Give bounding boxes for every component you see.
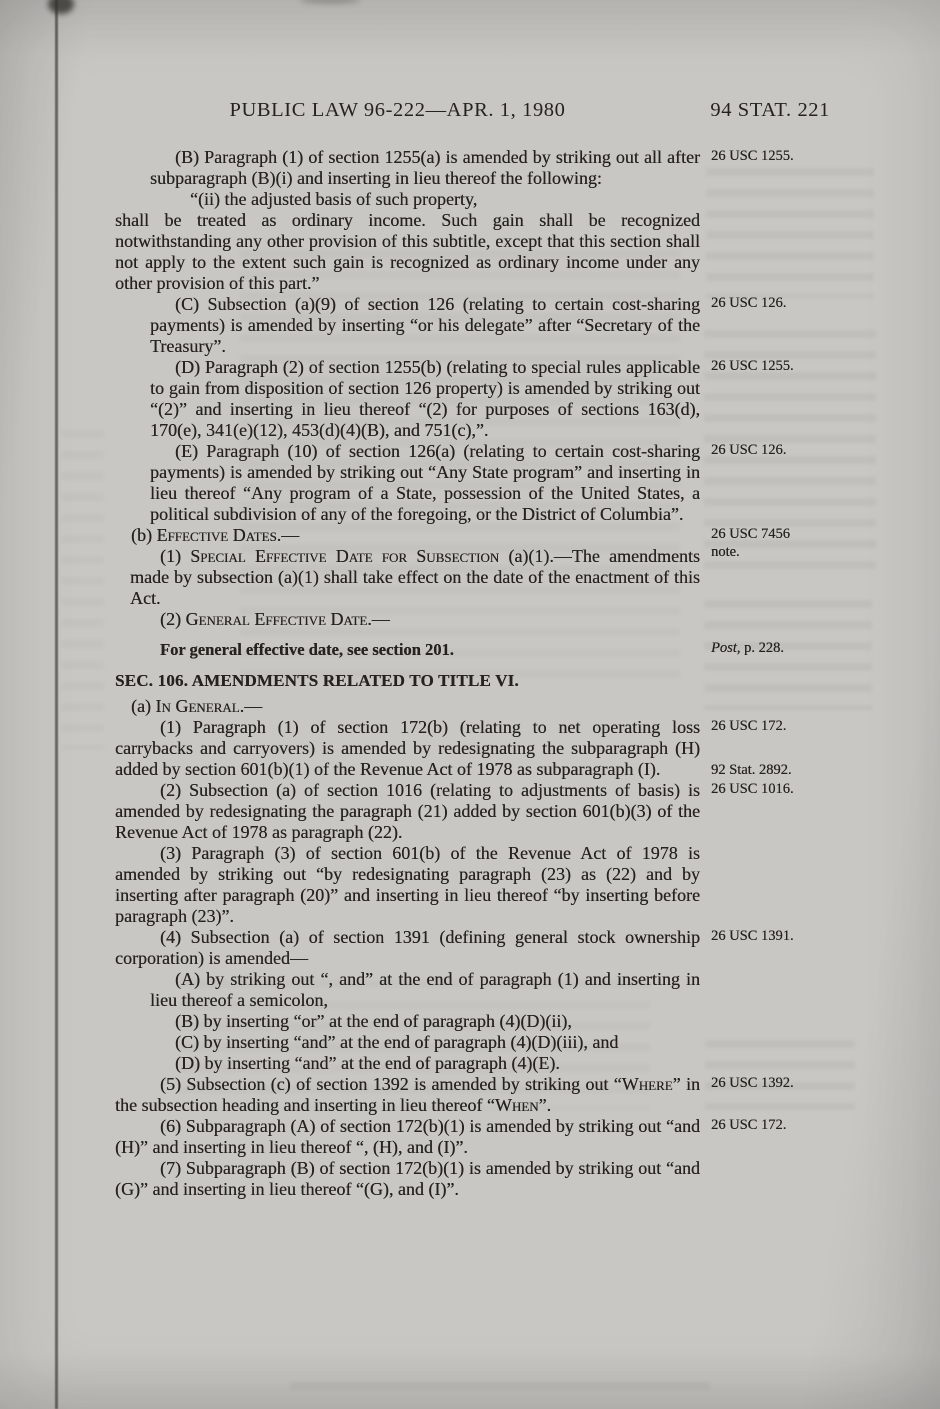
paragraph-text [115,843,700,927]
text-run: General Effective Date [185,609,368,629]
paragraph-text [150,1011,700,1032]
paragraph-text [130,546,700,609]
paragraph-block [115,696,700,717]
paragraph-text [115,696,700,717]
text-run: .— [276,525,300,545]
margin-note [711,1075,819,1093]
text-run: When [494,1095,539,1115]
paragraph-text [150,969,700,1011]
paragraph-text [150,1053,700,1074]
text-run: (b) [131,525,157,545]
text-run: (2) Subsection (a) of section 1016 (relating to adjustments of basis) is amended by redesignating the paragraph (21) added by section 601(b)(3) of the Revenue Act of 1978 as paragraph (22). [115,780,700,842]
text-run: (a) [131,696,156,716]
paragraph-text [115,1158,700,1200]
paragraph-text [115,1074,700,1116]
margin-note-text: 26 USC 126. [711,295,787,311]
text-run: ”. [538,1095,552,1115]
margin-note-text: 26 USC 1392. [711,1075,794,1091]
text-column [115,147,794,1200]
text-run: (C) Subsection (a)(9) of section 126 (relating to certain cost-sharing payments) is amended by inserting “or his delegate” after “Secretary of the Treasury”. [150,294,700,356]
paragraph-block [115,357,794,441]
binding-gutter-line [55,0,58,1409]
margin-note-text: 26 USC 126. [711,442,787,458]
margin-note [711,148,819,166]
paragraph-block [115,1074,794,1116]
paragraph-text [150,1032,700,1053]
margin-note [711,295,819,313]
margin-note [711,762,819,780]
paragraph-block [115,147,794,189]
margin-note [711,1117,819,1135]
bleed-through-ghost [62,430,104,750]
margin-note [711,640,819,658]
paragraph-text [115,1116,700,1158]
law-title: PUBLIC LAW 96-222—APR. 1, 1980 [229,99,566,121]
text-run: .— [239,696,263,716]
paragraph-text [115,927,700,969]
text-run: “(ii) the adjusted basis of such property, [190,189,478,209]
margin-note-text: 26 USC 172. [711,718,787,734]
text-run: (3) Paragraph (3) of section 601(b) of the Revenue Act of 1978 is amended by striking out “by redesignating paragraph (23) as (22) and by inserting after paragraph (20)” and inserting in lieu thereof “by inserting before paragraph (23)”. [115,843,700,926]
bleed-through-ghost [290,1382,710,1400]
scan-smudge [300,0,360,4]
paragraph-text [150,441,700,525]
paragraph-text [130,609,700,630]
text-run: (A) by striking out “, and” at the end of paragraph (1) and inserting in lieu thereof a semicolon, [150,969,700,1010]
margin-note-text: 26 USC 1016. [711,781,794,797]
margin-note-text: 26 USC 1391. [711,928,794,944]
text-run: (D) Paragraph (2) of section 1255(b) (relating to special rules applicable to gain from disposition of section 126 property) is amended by striking out “(2)” and inserting in lieu thereof “(2) for purposes of sections 163(d), 170(e), 341(e)(12), 453(d)(4)(B), and 751(c),”. [150,357,700,440]
text-run: (C) by inserting “and” at the end of paragraph (4)(D)(iii), and [175,1032,619,1052]
paragraph-text [150,357,700,441]
margin-note [711,781,819,799]
text-run: (7) Subparagraph (B) of section 172(b)(1) is amended by striking out “and (G)” and inserting in lieu thereof “(G), and (I)”. [115,1158,700,1199]
paragraph-text [115,639,700,660]
paragraph-block [115,717,792,780]
text-run: (1) Paragraph (1) of section 172(b) (relating to net operating loss carrybacks and carryovers) is amended by redesignating the subparagraph (H) added by section 601(b)(1) of the Revenue Act of 1978 as subparagraph (I). [115,717,700,779]
paragraph-block [115,670,700,691]
paragraph-block [115,189,700,210]
paragraph-block [115,210,700,294]
paragraph-text [115,210,700,294]
paragraph-text [190,189,700,210]
paragraph-block [115,1116,787,1158]
margin-note [711,442,819,460]
text-run: (4) Subsection (a) of section 1391 (defining general stock ownership corporation) is amended— [115,927,700,968]
text-run: (D) by inserting “and” at the end of paragraph (4)(E). [175,1053,560,1073]
margin-note-text: 92 Stat. 2892. [711,761,792,778]
text-run: Effective Dates [156,525,277,545]
text-run: For general effective date, see section 201. [160,640,454,659]
paragraph-block [115,546,700,609]
paragraph-block [115,780,794,843]
margin-note-text: 26 USC 1255. [711,148,794,164]
text-run: (a)(1).—The amendments made by subsection (a)(1) shall take effect on the date of the enactment of this Act. [130,546,700,608]
paragraph-block [115,1011,700,1032]
text-run: SEC. 106. AMENDMENTS RELATED TO TITLE VI. [115,671,519,690]
paragraph-block [115,1053,700,1074]
paragraph-text [115,717,700,780]
paragraph-text [115,780,700,843]
paragraph-block [115,1032,700,1053]
text-run: ” in the subsection heading and inserting in lieu thereof “ [115,1074,700,1115]
paragraph-text [115,670,700,691]
margin-note [711,718,819,736]
margin-note [711,928,819,946]
text-run: (6) Subparagraph (A) of section 172(b)(1) is amended by striking out “and (H)” and inserting in lieu thereof “, (H), and (I)”. [115,1116,700,1157]
bleed-through-ghost [706,168,874,298]
paragraph-block [115,441,787,525]
paragraph-text [150,147,700,189]
text-run: (B) Paragraph (1) of section 1255(a) is amended by striking out all after subparagraph (B)(i) and inserting in lieu thereof the following: [150,147,700,188]
margin-note [711,358,819,376]
text-run: (1) [160,546,191,566]
text-run: shall be treated as ordinary income. Such gain shall be recognized notwithstanding any other provision of this subtitle, except that this section shall not apply to the extent such gain is recognized as ordinary income under any other provision of this part.” [115,210,700,293]
text-run: Special Effective Date for Subsection [190,546,500,566]
paragraph-text [150,294,700,357]
paragraph-block [115,639,784,660]
margin-note-text: p. 228. [740,640,784,656]
margin-note-text: 26 USC 172. [711,1117,787,1133]
paragraph-block [115,609,700,630]
paragraph-block [115,843,700,927]
margin-note-text: Post, [711,640,741,656]
paragraph-block [115,927,794,969]
text-run: (B) by inserting “or” at the end of paragraph (4)(D)(ii), [175,1011,572,1031]
paragraph-text [115,525,700,546]
running-head [115,99,830,122]
scan-smudge [48,0,74,14]
text-run: .— [367,609,390,629]
text-run: In General [155,696,240,716]
paragraph-block [115,294,787,357]
text-run: (E) Paragraph (10) of section 126(a) (relating to certain cost-sharing payments) is amended by striking out “Any State program” and inserting in lieu thereof “Any program of a State, possession of the United States, a political subdivision of any of the foregoing, or the District of Columbia”. [150,441,700,524]
text-run: (5) Subsection (c) of section 1392 is amended by striking out “ [160,1074,622,1094]
text-run: Where [621,1074,673,1094]
statute-page-number: 94 STAT. 221 [710,99,830,121]
margin-note [711,526,819,561]
paragraph-block [115,1158,700,1200]
margin-note-text: 26 USC 7456 note. [711,526,790,560]
paragraph-block [115,969,700,1011]
text-run: (2) [160,609,186,629]
margin-note-text: 26 USC 1255. [711,358,794,374]
